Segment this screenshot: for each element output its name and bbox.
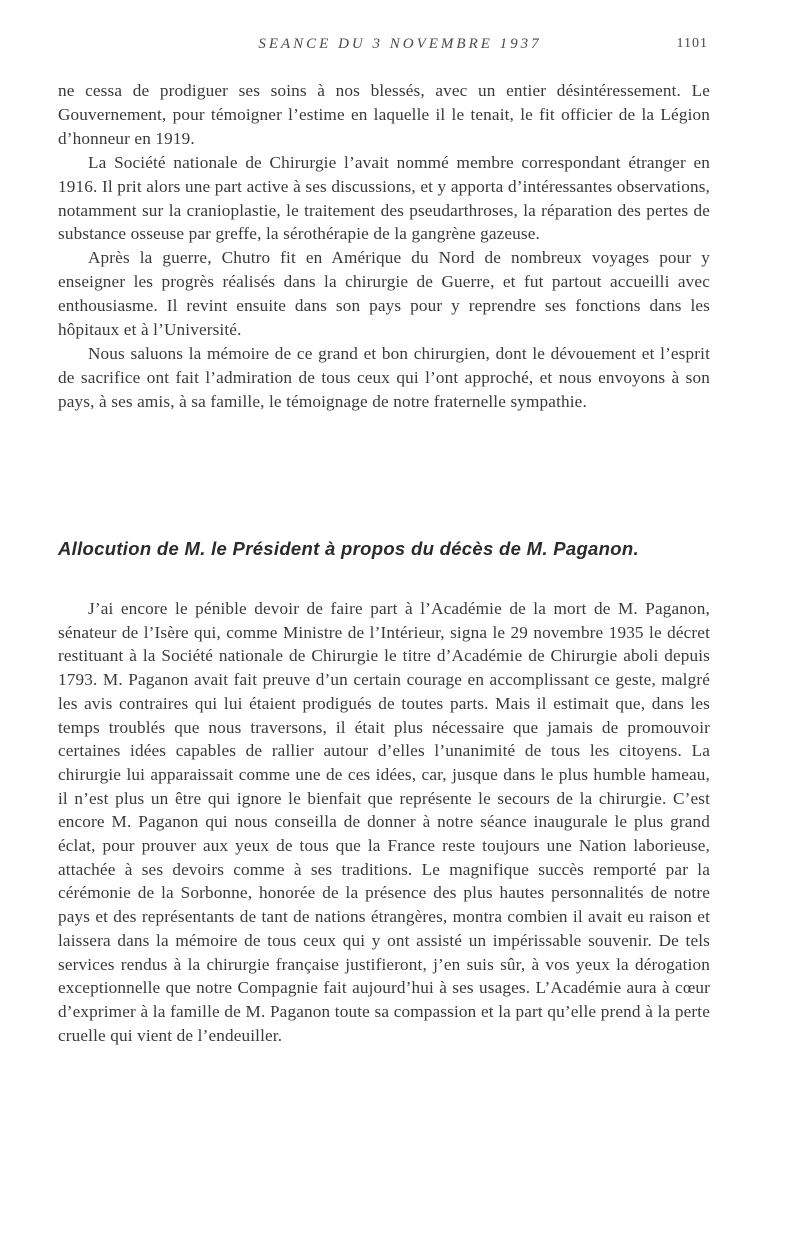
running-title: SEANCE DU 3 NOVEMBRE 1937 — [258, 36, 542, 52]
page-number: 1101 — [676, 36, 708, 51]
allocution-text — [58, 597, 710, 1047]
paragraph-societe: La Société nationale de Chirurgie l’avait nommé membre correspondant étranger en 1916. Il prit alors une part active à ses discussions, et y apporta d’intéressantes observations, notamment sur la cranioplastie, le traitement des pseudarthroses, la réparation des pertes de substance osseuse par greffe, la sérothérapie de la gangrène gazeuse. — [58, 152, 710, 244]
paragraph-allocution: J’ai encore le pénible devoir de faire part à l’Académie de la mort de M. Paganon, sénateur de l’Isère qui, comme Ministre de l’Intérieur, signa le 29 novembre 1935 le décret restituant à la Société nationale de Chirurgie le titre d’Académie de Chirurgie aboli depuis 1793. M. Paganon avait fait preuve d’un certain courage en accomplissant ce geste, malgré les avis contraires qui lui étaient prodigués de toutes parts. Mais il estimait que, dans les temps troublés que nous traversons, il était plus nécessaire que jamais de promouvoir certaines idées capables de rallier autour d’elles l’unanimité de tous les citoyens. La chirurgie lui apparaissait comme une de ces idées, car, jusque dans le plus humble hameau, il n’est plus un être qui ignore le bienfait que représente le secours de la chirurgie. C’est encore M. Paganon qui nous conseilla de donner à notre séance inaugurale le plus grand éclat, pour prouver aux yeux de tous que la France reste toujours une Nation laborieuse, attachée à ses devoirs comme à ses traditions. Le magnifique succès remporté par la cérémonie de la Sorbonne, honorée de la présence des plus hautes personnalités de notre pays et des représentants de tant de nations étrangères, montra combien il avait eu raison et laissera dans la mémoire de tous ceux qui y ont assisté un impérissable souvenir. De tels services rendus à la chirurgie française justifieront, j’en suis sûr, à vos yeux la dérogation exceptionnelle que notre Compagnie fait aujourd’hui à ses usages. L’Académie aura à cœur d’exprimer à la famille de M. Paganon toute sa compassion et la part qu’elle prend à la perte cruelle qui vient de l’endeuiller. — [58, 599, 710, 1045]
running-head — [0, 36, 800, 58]
obituary-text — [58, 79, 710, 414]
paragraph-hommage: Nous saluons la mémoire de ce grand et bon chirurgien, dont le dévouement et l’esprit de sacrifice ont fait l’admiration de tous ceux qui l’ont approché, et nous envoyons à son pays, à ses amis, à sa famille, le témoignage de notre fraternelle sympathie. — [58, 343, 710, 411]
paragraph-apres-guerre: Après la guerre, Chutro fit en Amérique du Nord de nombreux voyages pour y enseigner les progrès réalisés dans la chirurgie de Guerre, et fut partout accueilli avec enthousiasme. Il revint ensuite dans son pays pour y reprendre ses fonctions dans les hôpitaux et à l’Université. — [58, 248, 710, 340]
paragraph-continued: ne cessa de prodiguer ses soins à nos blessés, avec un entier désintéressement. Le Gouvernement, pour témoigner l’estime en laquelle il le tenait, le fit officier de la Légion d’honneur en 1919. — [58, 81, 710, 148]
section-title: Allocution de M. le Président à propos du décès de M. Paganon. — [58, 538, 639, 559]
